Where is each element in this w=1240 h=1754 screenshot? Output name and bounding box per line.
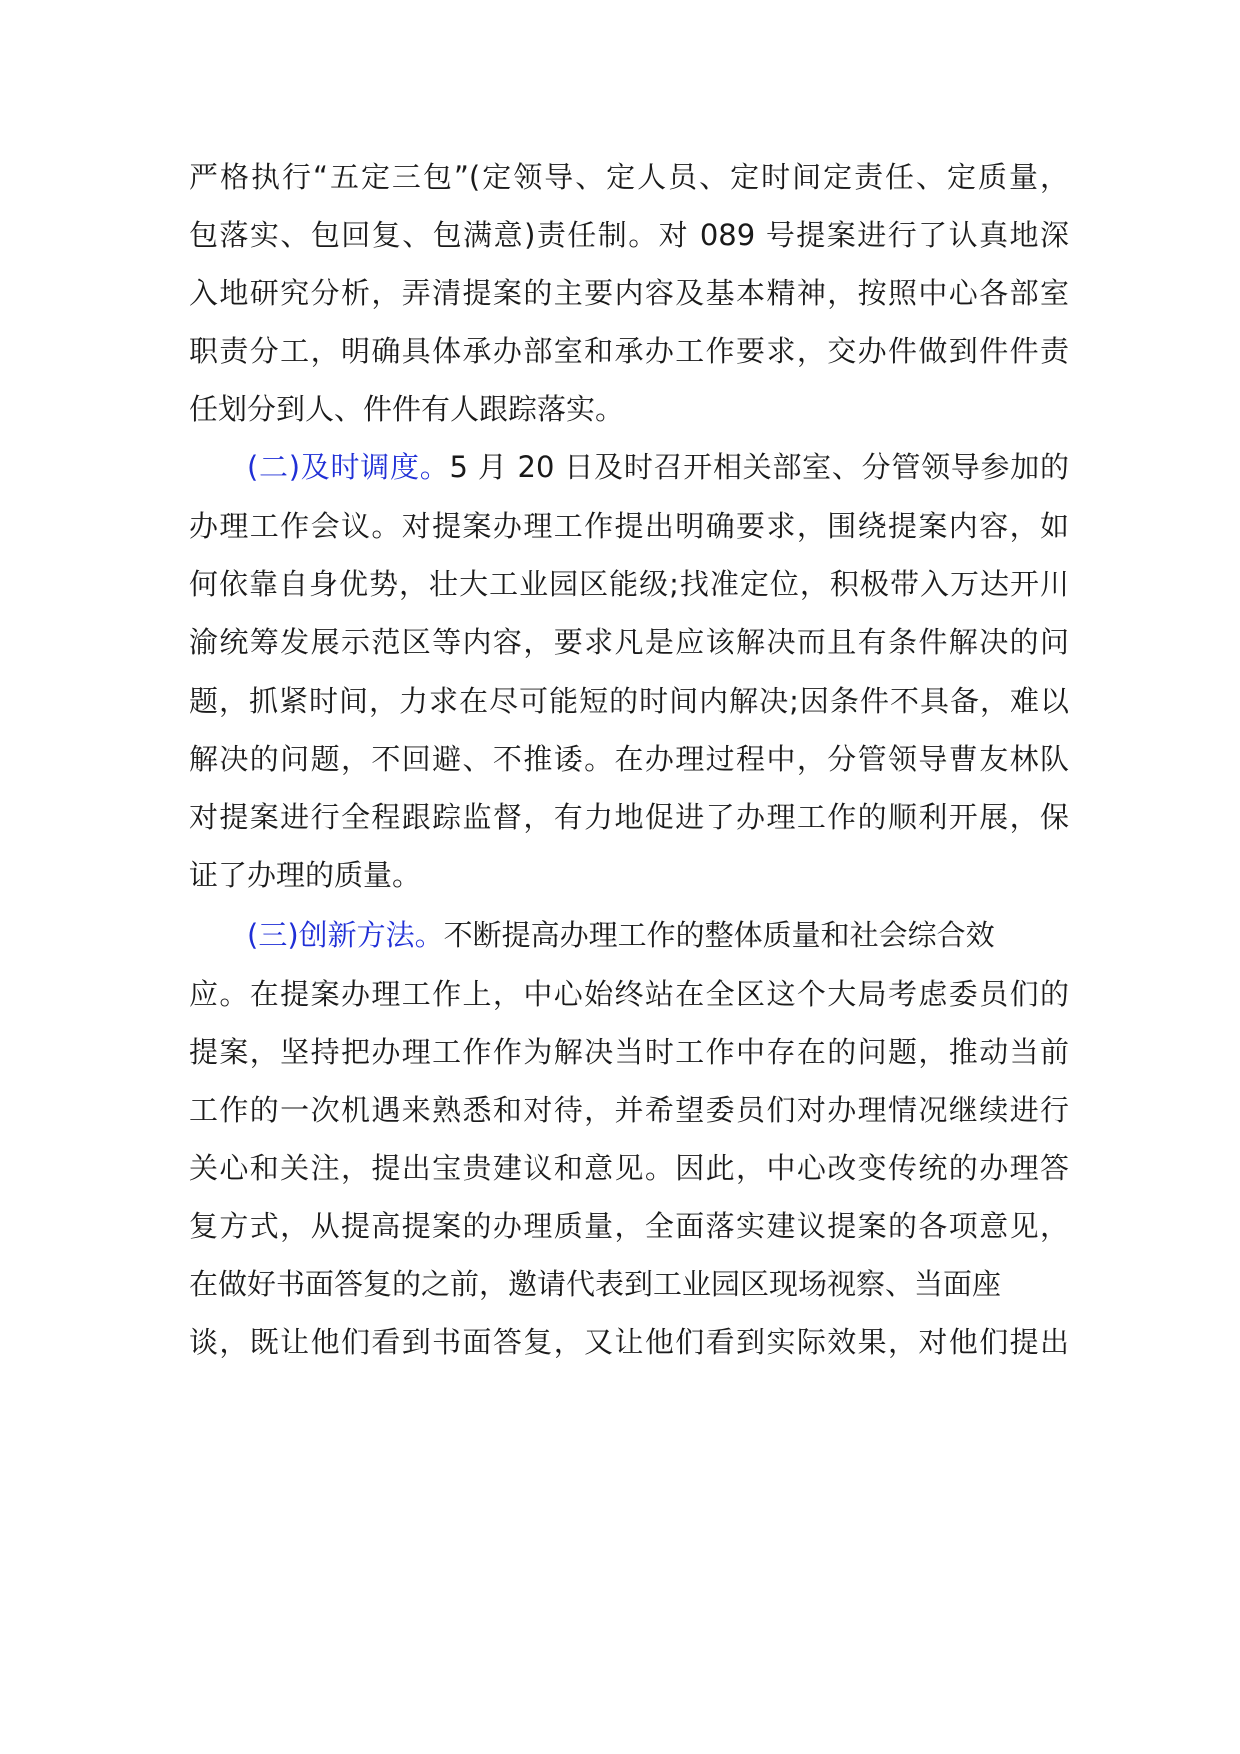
- text-run: 不断提高办理工作的整体质量和社会综合效: [443, 918, 995, 952]
- section-heading: (三)创新方法。: [247, 918, 444, 952]
- text-line: 提案，坚持把办理工作作为解决当时工作中存在的问题，推动当前: [189, 1035, 1069, 1069]
- text-line: 任划分到人、件件有人跟踪落实。: [189, 392, 625, 426]
- text-line: 严格执行“五定三包”(定领导、定人员、定时间定责任、定质量，: [189, 160, 1069, 194]
- text-line: 复方式，从提高提案的办理质量，全面落实建议提案的各项意见，: [189, 1209, 1069, 1243]
- text-line: 工作的一次机遇来熟悉和对待，并希望委员们对办理情况继续进行: [189, 1093, 1069, 1127]
- text-run: 5 月 20 日及时召开相关部室、分管领导参加的: [449, 450, 1069, 484]
- text-line: 关心和关注，提出宝贵建议和意见。因此，中心改变传统的办理答: [189, 1151, 1069, 1185]
- section-heading: (二)及时调度。: [247, 450, 450, 484]
- text-line: 职责分工，明确具体承办部室和承办工作要求，交办件做到件件责: [189, 334, 1069, 368]
- text-line: 证了办理的质量。: [189, 858, 422, 892]
- text-line: 包落实、包回复、包满意)责任制。对 089 号提案进行了认真地深: [189, 218, 1069, 252]
- text-line: 何依靠自身优势，壮大工业园区能级;找准定位，积极带入万达开川: [189, 567, 1069, 601]
- text-line: 入地研究分析，弄清提案的主要内容及基本精神，按照中心各部室: [189, 276, 1069, 310]
- text-line: 办理工作会议。对提案办理工作提出明确要求，围绕提案内容，如: [189, 509, 1069, 543]
- text-line: 渝统筹发展示范区等内容，要求凡是应该解决而且有条件解决的问: [189, 625, 1069, 659]
- paragraph-first-line: [247, 915, 1069, 955]
- paragraph-first-line: [247, 447, 1069, 487]
- text-line: 题，抓紧时间，力求在尽可能短的时间内解决;因条件不具备，难以: [189, 684, 1069, 718]
- text-line: 应。在提案办理工作上，中心始终站在全区这个大局考虑委员们的: [189, 977, 1069, 1011]
- text-line: 对提案进行全程跟踪监督，有力地促进了办理工作的顺利开展，保: [189, 800, 1069, 834]
- text-line: 在做好书面答复的之前，邀请代表到工业园区现场视察、当面座: [189, 1267, 1002, 1301]
- text-line: 解决的问题，不回避、不推诿。在办理过程中，分管领导曹友林队: [189, 742, 1069, 776]
- text-line: 谈，既让他们看到书面答复，又让他们看到实际效果，对他们提出: [189, 1325, 1069, 1359]
